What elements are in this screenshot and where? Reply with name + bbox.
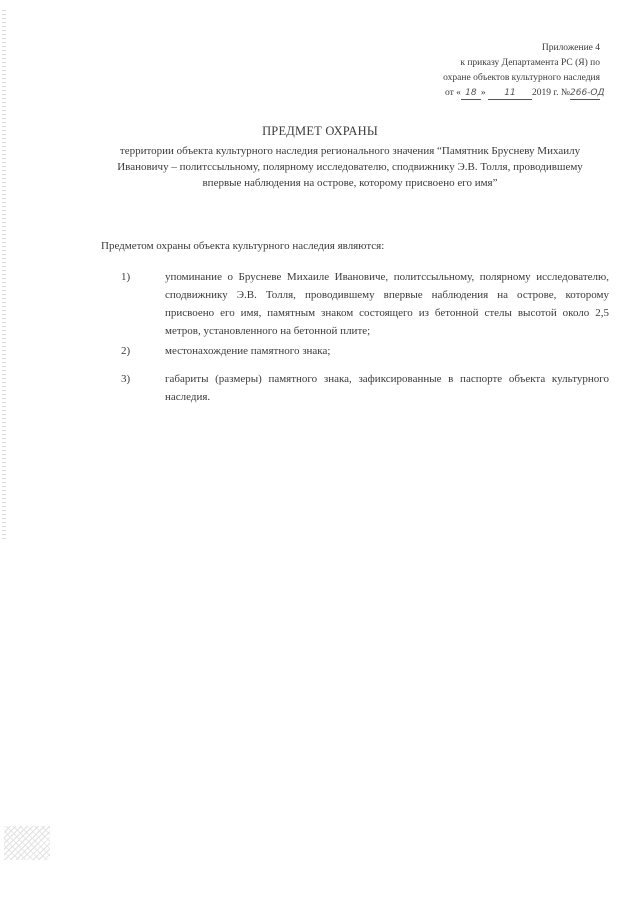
order-year: 2019 г. № [531,88,570,98]
scan-edge-artifact [2,10,6,540]
appendix-line-1: Приложение 4 [541,43,600,53]
document-subtitle: территории объекта культурного наследия регионального значения “Памятник Брусневу Михаилу Ивановичу – политссыльному, полярному исследователю, сподвижнику Э.В. Толля, проводившему впервые наблюдения на острове, которому присвоено его имя” [117,145,583,189]
list-item-number: 3) [121,373,131,385]
appendix-line-2: к приказу Департамента РС (Я) по [460,58,600,68]
list-item-text: габариты (размеры) памятного знака, зафиксированные в паспорте объекта культурного наследия. [165,373,609,403]
appendix-header [380,41,605,101]
list-item-number: 2) [121,345,131,357]
appendix-line-3: охране объектов культурного наследия [443,73,600,83]
order-month-handwritten: 11 [488,88,532,100]
order-mid: » [480,88,486,98]
order-prefix: от « [444,88,461,98]
list-item-text: упоминание о Брусневе Михаиле Ивановиче, политссыльному, полярному исследователю, сподвижнику Э.В. Толля, проводившему впервые наблюдения на острове, которому присвоено его имя, памятным знаком состоящего из бетонной стелы высотой около 2,5 метров, установленного на бетонной плите; [165,271,609,337]
list-item-text: местонахождение памятного знака; [165,345,331,357]
list-item-number: 1) [121,271,131,283]
document-title: ПРЕДМЕТ ОХРАНЫ [262,124,378,138]
order-date-number-line [380,86,605,101]
scan-corner-artifact [4,826,50,860]
order-day-handwritten: 18 [461,88,481,100]
order-number-handwritten: 266-ОД [570,88,605,98]
intro-paragraph: Предметом охраны объекта культурного наследия являются: [101,240,385,252]
